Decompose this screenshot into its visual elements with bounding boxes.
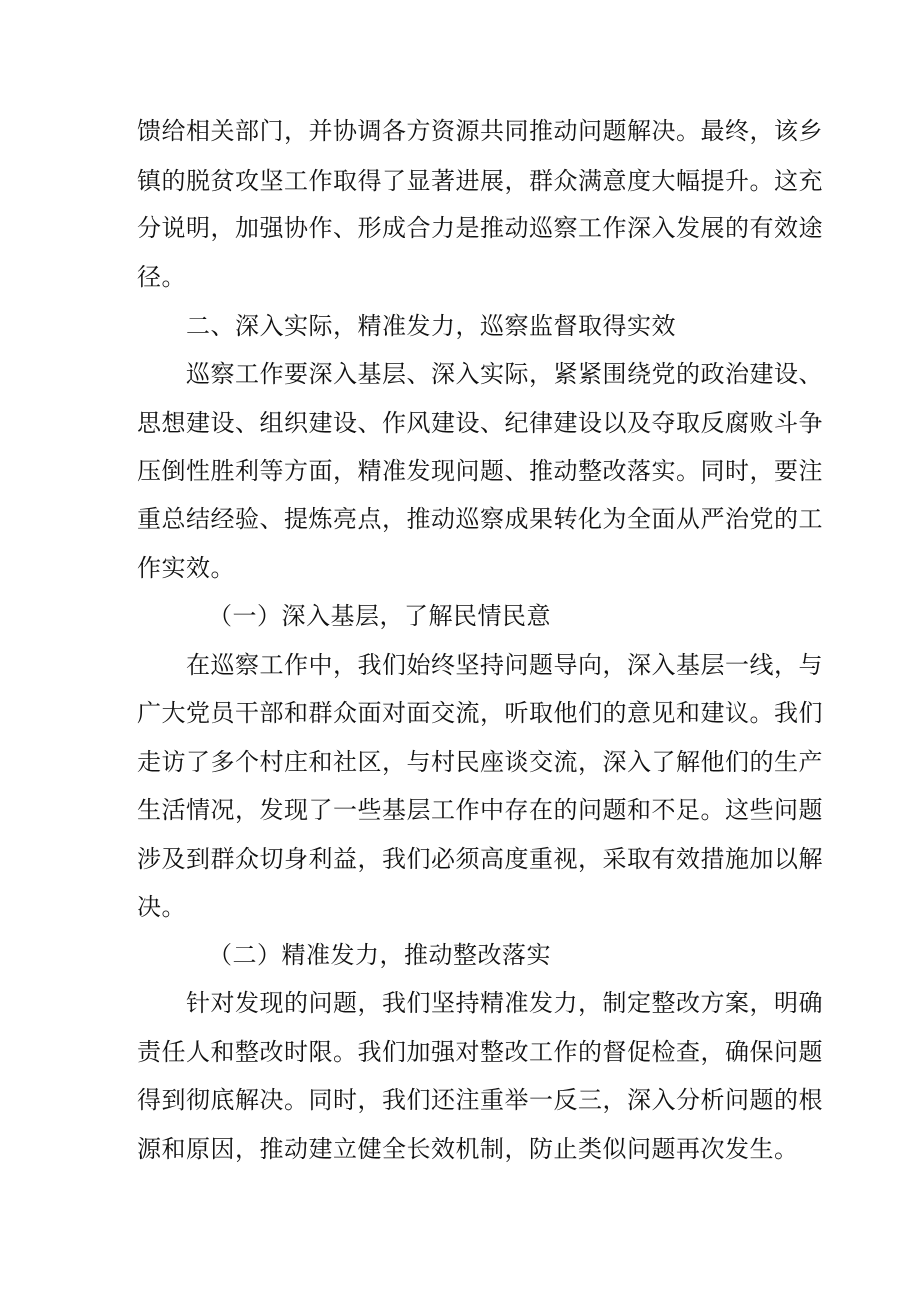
paragraph-line: 生活情况，发现了一些基层工作中存在的问题和不足。这些问题 (137, 796, 823, 824)
paragraph-line: 径。 (137, 263, 186, 291)
paragraph-line: 责任人和整改时限。我们加强对整改工作的督促检查，确保问题 (137, 1038, 823, 1066)
paragraph-line: 得到彻底解决。同时，我们还注重举一反三，深入分析问题的根 (137, 1086, 823, 1114)
paragraph-line: 馈给相关部门，并协调各方资源共同推动问题解决。最终，该乡 (137, 117, 823, 145)
subsection-heading: （二）精准发力，推动整改落实 (208, 941, 551, 969)
paragraph-line: 重总结经验、提炼亮点，推动巡察成果转化为全面从严治党的工 (137, 505, 823, 533)
paragraph-line: 分说明，加强协作、形成合力是推动巡察工作深入发展的有效途 (137, 214, 823, 242)
paragraph-line: 巡察工作要深入基层、深入实际，紧紧围绕党的政治建设、 (186, 360, 823, 388)
paragraph-line: 广大党员干部和群众面对面交流，听取他们的意见和建议。我们 (137, 699, 823, 727)
paragraph-line: 源和原因，推动建立健全长效机制，防止类似问题再次发生。 (137, 1135, 799, 1163)
paragraph-line: 针对发现的问题，我们坚持精准发力，制定整改方案，明确 (186, 989, 823, 1017)
paragraph-line: 走访了多个村庄和社区，与村民座谈交流，深入了解他们的生产 (137, 748, 823, 776)
subsection-heading: （一）深入基层，了解民情民意 (208, 602, 551, 630)
paragraph-line: 决。 (137, 893, 186, 921)
paragraph-line: 思想建设、组织建设、作风建设、纪律建设以及夺取反腐败斗争 (137, 409, 823, 437)
paragraph-line: 压倒性胜利等方面，精准发现问题、推动整改落实。同时，要注 (137, 457, 823, 485)
paragraph-line: 在巡察工作中，我们始终坚持问题导向，深入基层一线，与 (186, 651, 823, 679)
paragraph-line: 涉及到群众切身利益，我们必须高度重视，采取有效措施加以解 (137, 845, 823, 873)
paragraph-line: 镇的脱贫攻坚工作取得了显著进展，群众满意度大幅提升。这充 (137, 167, 823, 195)
section-heading: 二、深入实际，精准发力，巡察监督取得实效 (186, 312, 676, 340)
paragraph-line: 作实效。 (137, 554, 235, 582)
